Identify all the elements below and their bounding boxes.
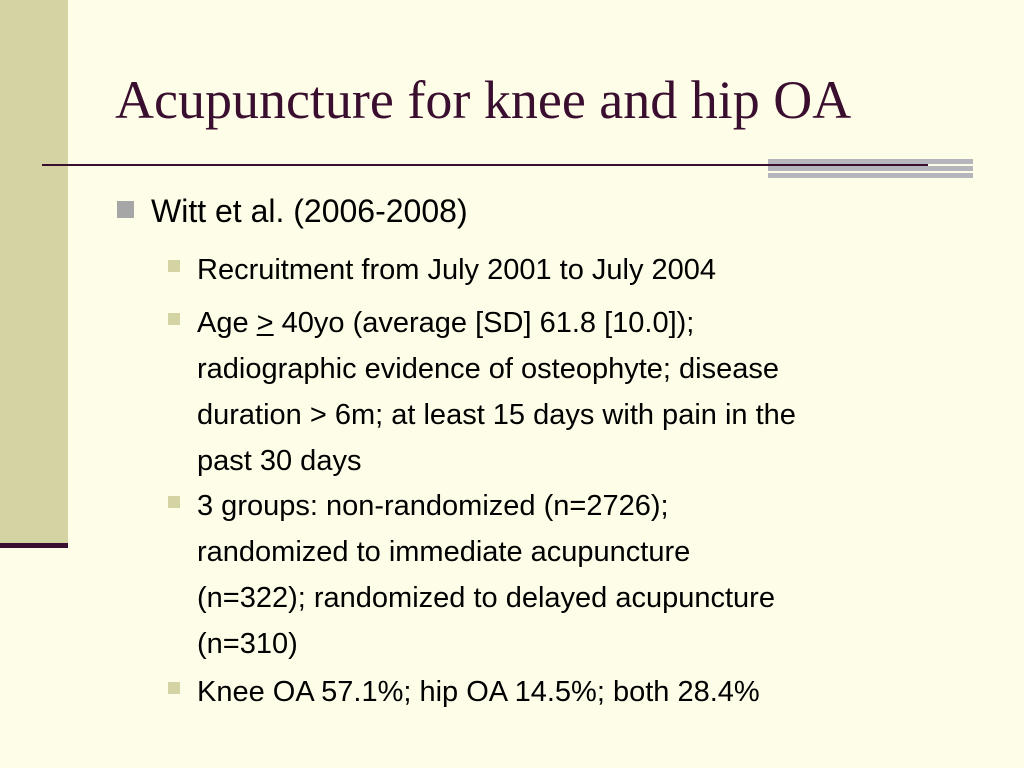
text-line: Knee OA 57.1%; hip OA 14.5%; both 28.4% <box>197 676 760 708</box>
slide-title: Acupuncture for knee and hip OA <box>115 70 852 130</box>
square-bullet-icon <box>117 201 134 218</box>
sub-bullet-text <box>197 300 968 484</box>
text-line: duration > 6m; at least 15 days with pain in the <box>197 399 796 431</box>
text-line: (n=322); randomized to delayed acupuncture <box>197 582 775 614</box>
text-line: (n=310) <box>197 628 298 660</box>
text-line: 3 groups: non-randomized (n=2726); <box>197 490 669 522</box>
square-bullet-icon <box>168 313 180 325</box>
sub-bullet-text <box>197 483 968 667</box>
age-prefix: Age <box>197 307 257 339</box>
age-suffix: 40yo (average [SD] 61.8 [10.0]); <box>273 307 695 339</box>
text-line: Recruitment from July 2001 to July 2004 <box>197 254 717 286</box>
text-line <box>197 300 968 346</box>
greater-equal-symbol: > <box>256 307 274 339</box>
text-line: randomized to immediate acupuncture <box>197 536 691 568</box>
text-line: radiographic evidence of osteophyte; disease <box>197 353 779 385</box>
sub-bullet-text <box>197 247 968 293</box>
sub-bullet-text <box>197 669 968 715</box>
bullet-text: Witt et al. (2006-2008) <box>151 193 468 229</box>
square-bullet-icon <box>168 682 180 694</box>
square-bullet-icon <box>168 260 180 272</box>
text-line: past 30 days <box>197 445 362 477</box>
square-bullet-icon <box>168 496 180 508</box>
